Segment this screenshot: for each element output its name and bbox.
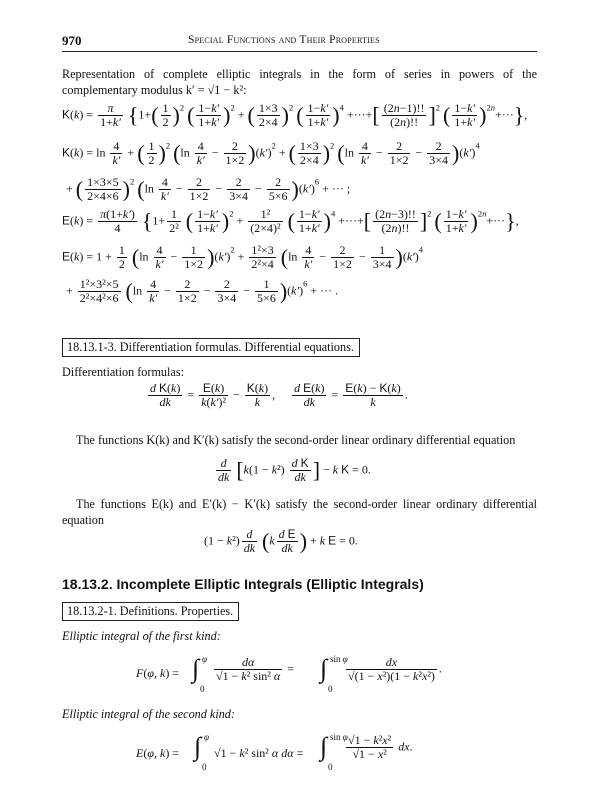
- ode-K: $\frac{d}{dk}$ [k(1 − k²) $\frac{\text{d K}}{dk}$ ] − k K = 0.: [218, 456, 371, 484]
- formula-text-store: [0, 0, 1, 1]
- first-kind-formula: F(φ, k) = ∫ φ 0 $\frac{d\alpha}{\text{√1 − k² sin² α}}$ = ∫ sin φ 0 $\frac{dx}{\text{√(1 − x²)(1 − k²x²)}}$ .: [136, 654, 442, 694]
- subsection-box-definitions: 18.13.2-1. Definitions. Properties.: [62, 602, 239, 621]
- diff-formula: $\frac{\text{d K(k)}}{dk}$ = $\frac{E(k)}{\text{k(k′)²}}$ − $\frac{K(k)}{k}$ , $\frac{\text{d E(k)}}{dk}$ = $\frac{E(k) - K(k)}{k}$ .: [150, 381, 408, 409]
- second-kind-label: Elliptic integral of the second kind:: [62, 707, 235, 721]
- running-header: [62, 33, 537, 52]
- formula-K-series-1: K(k) = $\frac{\pi}{1+k'}$ {1+( $\frac{1}{2}$ )$^2$ ( $\frac{1-k'}{1+k'}$ )$^2$ + ( $\frac{1\times 3}{2\times 4}$ )$^2$ ( $\frac{1-k'}{1+k'}$ )$^4$ +···+[ $\frac{(2n-1)!!}{(2n)!!}$ ]$^2$ ( $\frac{1-k'}{1+k'}$ )$^{2n}$+···},: [62, 101, 528, 129]
- diff-label: Differentiation formulas:: [62, 365, 184, 379]
- second-kind-formula: E(φ, k) = ∫ φ 0 √1 − k² sin² α dα = ∫ sin φ 0 $\frac{\text{√1 − k²x²}}{\text{√1 − x²}}$ dx.: [136, 732, 413, 772]
- first-kind-label: Elliptic integral of the first kind:: [62, 629, 221, 643]
- series-text-1: [0, 0, 1, 1]
- running-title: Special Functions and Their Properties: [188, 34, 380, 46]
- formula-K-series-2: K(k) = ln $\frac{4}{k'}$ + ( $\frac{1}{2}$ )$^2$ (ln $\frac{4}{k'}$ − $\frac{2}{1\times 2}$ )$(k')^2$ + ( $\frac{1\times 3}{2\times 4}$ )$^2$ (ln $\frac{4}{k'}$ − $\frac{2}{1\times 2}$ − $\frac{2}{3\times 4}$ )$(k')^4$: [62, 139, 480, 167]
- page-number: 970: [62, 33, 82, 48]
- intro-paragraph: Representation of complete elliptic integrals in the form of series in powers of the complementary modulus k′ = √1 − k²:: [62, 67, 537, 97]
- formula-E-series-1: E(k) = $\frac{\pi(1+k')}{4}$ {1+ $\frac{1}{\text{2²}}$ ( $\frac{1-k'}{1+k'}$ )$^2$ + $\frac{\text{1²}}{\text{(2×4)²}}$ ( $\frac{1-k'}{1+k'}$ )$^4$ +···+[ $\frac{(2n-3)!!}{(2n)!!}$ ]$^2$ ( $\frac{1-k'}{1+k'}$ )$^{2n}$+···},: [62, 207, 519, 235]
- series-formulas: [62, 100, 537, 312]
- subsection-box-differentiation: 18.13.1-3. Differentiation formulas. Differential equations.: [62, 338, 360, 357]
- paragraph-E-ode: The functions E(k) and E′(k) − K′(k) satisfy the second-order linear ordinary differential equation: [62, 497, 537, 527]
- paragraph-K-ode: The functions K(k) and K′(k) satisfy the second-order linear ordinary differential equation: [76, 433, 516, 447]
- section-title: 18.13.2. Incomplete Elliptic Integrals (Elliptic Integrals): [62, 576, 424, 592]
- formula-E-series-3: + $\frac{\text{1²×3²×5}}{\text{2²×4²×6}}$ (ln $\frac{4}{k'}$ − $\frac{2}{1\times 2}$ − $\frac{2}{3\times 4}$ − $\frac{1}{5\times 6}$ )$(k')^6$ + ··· .: [66, 277, 339, 305]
- ode-E: (1 − k²) $\frac{d}{dk}$ (k $\frac{\text{d E}}{dk}$ ) + k E = 0.: [204, 527, 358, 555]
- formula-E-series-2: E(k) = 1 + $\frac{1}{2}$ (ln $\frac{4}{k'}$ − $\frac{1}{1\times 2}$ )$(k')^2$ + $\frac{\text{1²×3}}{\text{2²×4}}$ (ln $\frac{4}{k'}$ − $\frac{2}{1\times 2}$ − $\frac{1}{3\times 4}$ )$(k')^4$: [62, 243, 424, 271]
- formula-K-series-3: + ( $\frac{1\times 3\times 5}{2\times 4\times 6}$ )$^2$ (ln $\frac{4}{k'}$ − $\frac{2}{1\times 2}$ − $\frac{2}{3\times 4}$ − $\frac{2}{5\times 6}$ )$(k')^6$ + ··· ;: [66, 175, 351, 203]
